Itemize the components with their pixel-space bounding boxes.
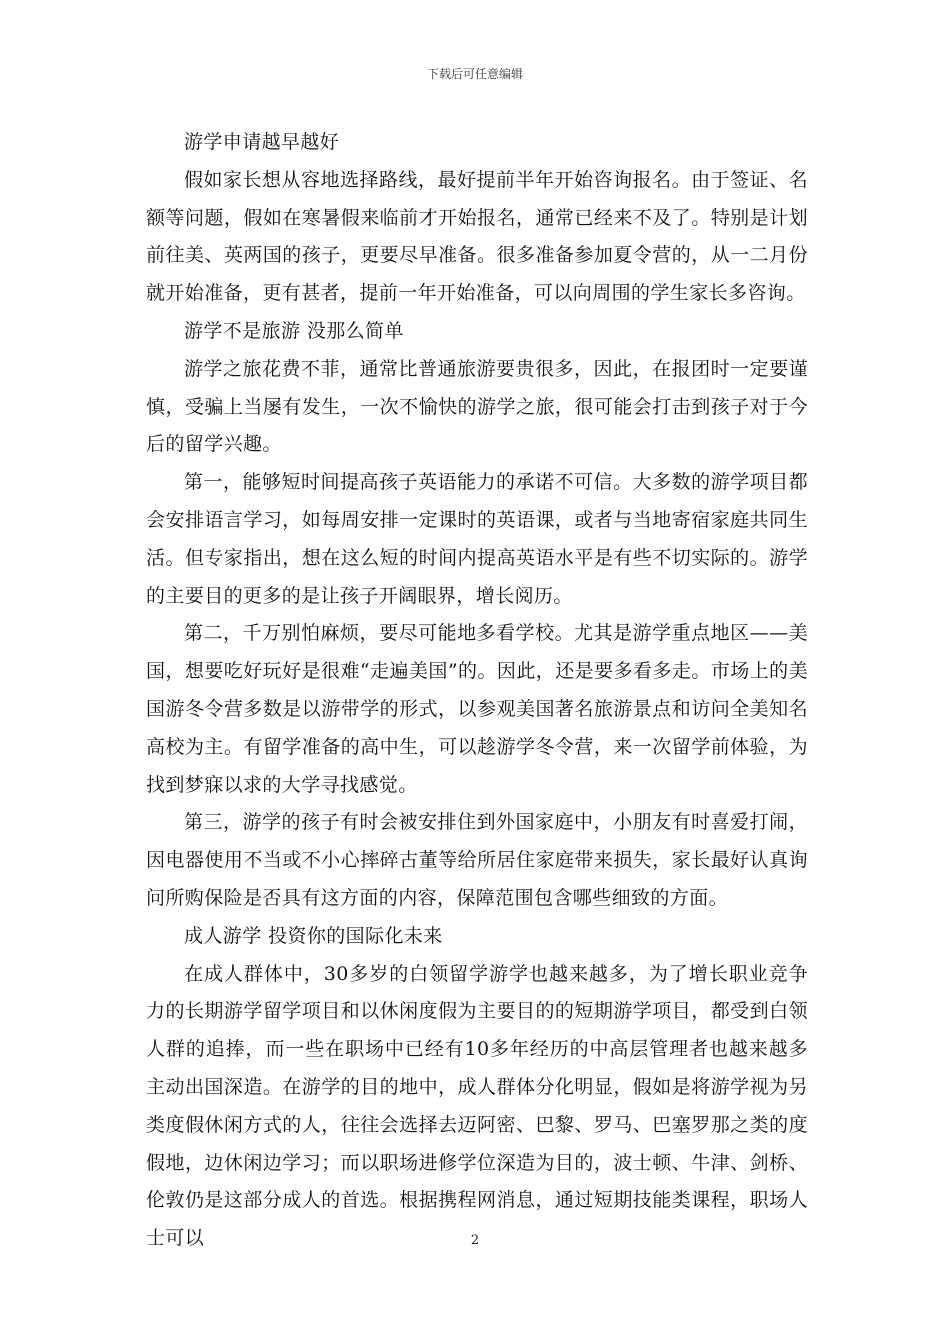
paragraph-apply-early: 假如家长想从容地选择路线，最好提前半年开始咨询报名。由于签证、名额等问题，假如在寒暑假来临前才开始报名，通常已经来不及了。特别是计划前往美、英两国的孩子，更要尽早准备。很多准备参加夏令营的，从一二月份就开始准备，更有甚者，提前一年开始准备，可以向周围的学生家长多咨询。 bbox=[146, 168, 808, 305]
page-number: 2 bbox=[470, 1233, 480, 1248]
section-heading-adult-study: 成人游学 投资你的国际化未来 bbox=[184, 924, 443, 947]
section-heading-not-tourism: 游学不是旅游 没那么简单 bbox=[184, 319, 404, 342]
section-heading-apply-early: 游学申请越早越好 bbox=[184, 131, 340, 153]
paragraph-point-two: 第二，千万别怕麻烦，要尽可能地多看学校。尤其是游学重点地区——美国，想要吃好玩好是很难“走遍美国”的。因此，还是要多看多走。市场上的美国游冬令营多数是以游带学的形式，以参观美国著名旅游景点和访问全美知名高校为主。有留学准备的高中生，可以趁游学冬令营，来一次留学前体验，为找到梦寐以求的大学寻找感觉。 bbox=[146, 622, 808, 796]
paragraph-point-three: 第三，游学的孩子有时会被安排住到外国家庭中，小朋友有时喜爱打闹，因电器使用不当或不小心摔碎古董等给所居住家庭带来损失，家长最好认真询问所购保险是否具有这方面的内容，保障范围包含哪些细致的方面。 bbox=[146, 811, 808, 909]
paragraph-point-one: 第一，能够短时间提高孩子英语能力的承诺不可信。大多数的游学项目都会安排语言学习，如每周安排一定课时的英语课，或者与当地寄宿家庭共同生活。但专家指出，想在这么短的时间内提高英语水平是有些不切实际的。游学的主要目的更多的是让孩子开阔眼界，增长阅历。 bbox=[146, 471, 808, 607]
page-header: 下载后可任意编辑 bbox=[426, 67, 523, 81]
document-body bbox=[146, 124, 808, 1258]
paragraph-adult-study: 在成人群体中，30多岁的白领留学游学也越来越多，为了增长职业竞争力的长期游学留学项目和以休闲度假为主要目的的短期游学项目，都受到白领人群的追捧，而一些在职场中已经有10多年经历的中高层管理者也越来越多主动出国深造。在游学的目的地中，成人群体分化明显，假如是将游学视为另类度假休闲方式的人，往往会选择去迈阿密、巴黎、罗马、巴塞罗那之类的度假地，边休闲边学习；而以职场进修学位深造为目的，波士顿、牛津、剑桥、伦敦仍是这部分成人的首选。根据携程网消息，通过短期技能类课程，职场人士可以 bbox=[146, 962, 808, 1250]
paragraph-not-tourism: 游学之旅花费不菲，通常比普通旅游要贵很多，因此，在报团时一定要谨慎，受骗上当屡有发生，一次不愉快的游学之旅，很可能会打击到孩子对于今后的留学兴趣。 bbox=[146, 357, 808, 456]
